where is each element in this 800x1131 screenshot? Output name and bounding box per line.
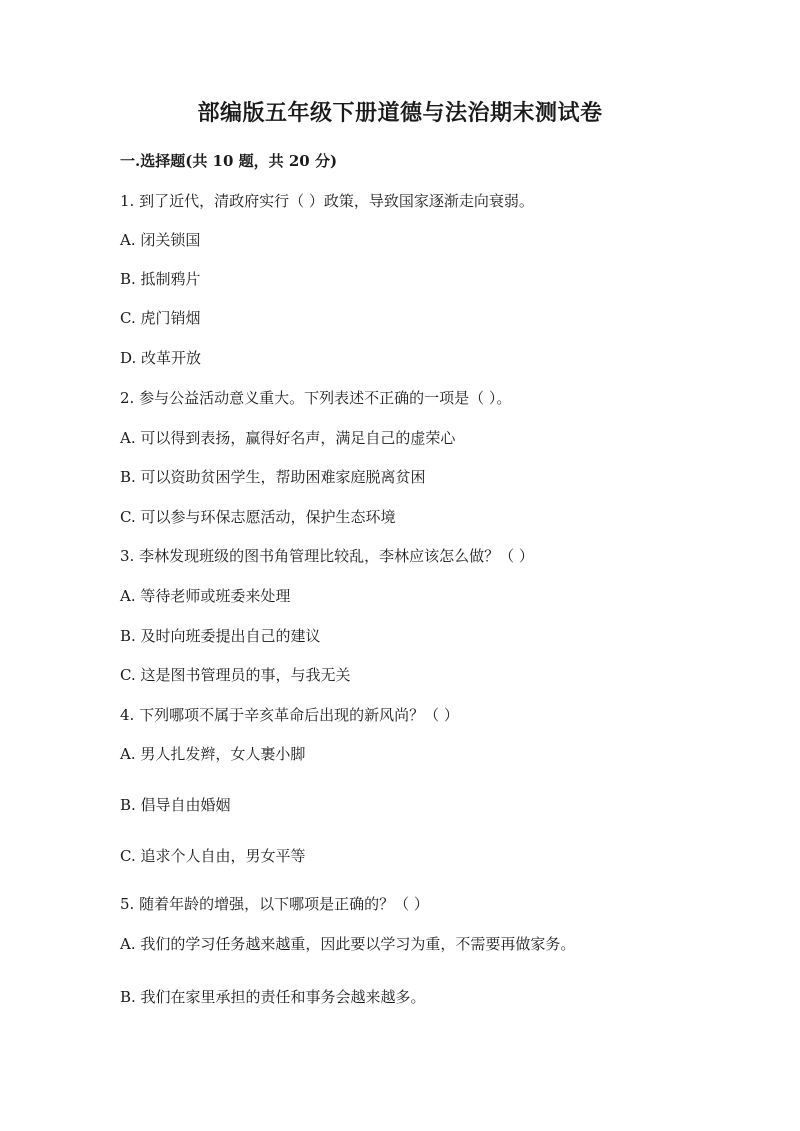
page-title: 部编版五年级下册道德与法治期末测试卷	[197, 100, 603, 126]
question-option: A. 等待老师或班委来处理	[120, 587, 291, 605]
question-stem: 5. 随着年龄的增强，以下哪项是正确的？（ ）	[120, 895, 429, 913]
question-stem: 2. 参与公益活动意义重大。下列表述不正确的一项是（ ）。	[120, 389, 512, 407]
question-stem: 3. 李林发现班级的图书角管理比较乱，李林应该怎么做？（ ）	[120, 547, 534, 565]
question-option: D. 改革开放	[120, 349, 202, 367]
question-option: B. 我们在家里承担的责任和事务会越来越多。	[120, 988, 426, 1006]
question-option: C. 虎门销烟	[120, 309, 201, 327]
question-option: B. 倡导自由婚姻	[120, 796, 231, 814]
section-heading: 一.选择题(共 10 题，共 20 分)	[120, 152, 338, 170]
question-option: C. 这是图书管理员的事，与我无关	[120, 666, 351, 684]
question-option: B. 可以资助贫困学生，帮助困难家庭脱离贫困	[120, 468, 426, 486]
question-option: A. 男人扎发辫，女人裹小脚	[120, 745, 306, 763]
question-stem: 4. 下列哪项不属于辛亥革命后出现的新风尚？（ ）	[120, 706, 459, 724]
question-option: A. 闭关锁国	[120, 231, 201, 249]
question-option: B. 抵制鸦片	[120, 270, 201, 288]
question-option: C. 可以参与环保志愿活动，保护生态环境	[120, 508, 396, 526]
question-option: A. 我们的学习任务越来越重，因此要以学习为重，不需要再做家务。	[120, 935, 576, 953]
question-option: C. 追求个人自由，男女平等	[120, 847, 306, 865]
question-stem: 1. 到了近代，清政府实行（ ）政策，导致国家逐渐走向衰弱。	[120, 192, 534, 210]
question-option: A. 可以得到表扬，赢得好名声，满足自己的虚荣心	[120, 429, 456, 447]
question-option: B. 及时向班委提出自己的建议	[120, 627, 321, 645]
